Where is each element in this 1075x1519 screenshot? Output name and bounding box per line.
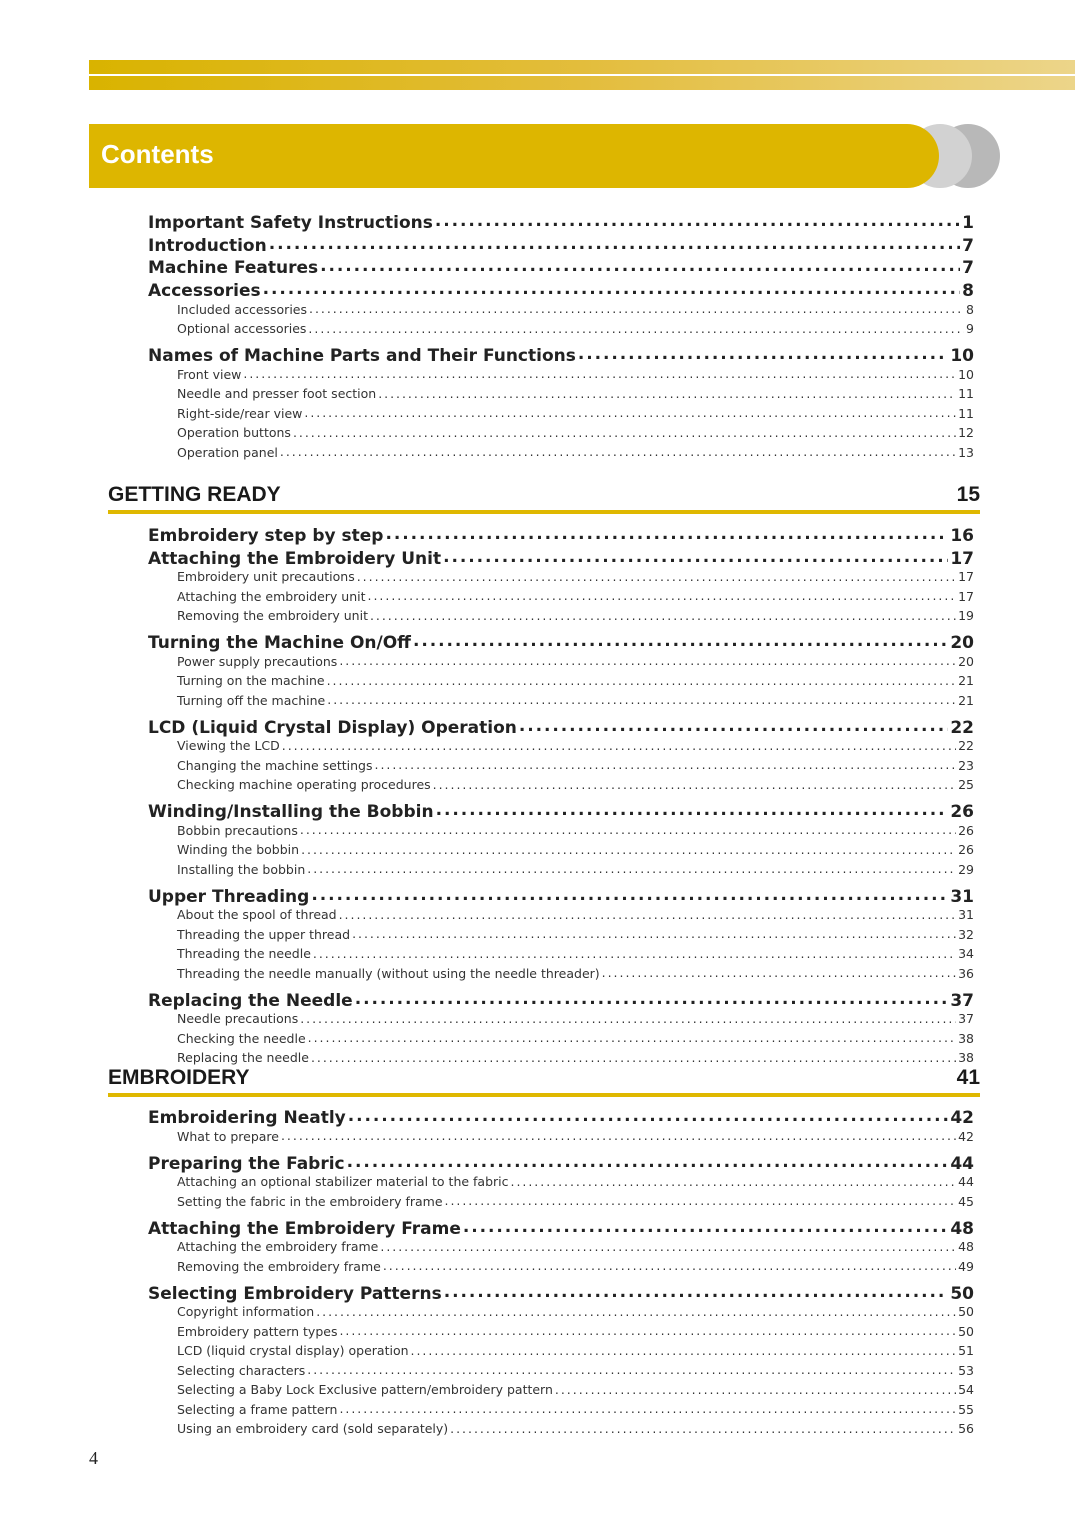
- toc-subentry[interactable]: [177, 301, 974, 317]
- toc-subentry[interactable]: [177, 1128, 974, 1144]
- toc-entry-label: Selecting characters: [177, 1362, 306, 1378]
- toc-subentry[interactable]: [177, 1174, 974, 1190]
- toc-subentry[interactable]: [177, 1362, 974, 1378]
- toc-entry-label: Checking the needle: [177, 1030, 306, 1046]
- toc-leader-dots: [327, 692, 956, 705]
- toc-entry-page: 26: [958, 842, 974, 858]
- toc-entry-label: Changing the machine settings: [177, 757, 373, 773]
- toc-entry-label: Removing the embroidery unit: [177, 608, 368, 624]
- toc-leader-dots: [308, 1030, 956, 1043]
- toc-entry-label: Attaching an optional stabilizer material to the fabric: [177, 1174, 509, 1189]
- toc-leader-dots: [263, 279, 961, 296]
- toc-entry-page: 21: [958, 673, 974, 689]
- toc-subentry[interactable]: [177, 1030, 974, 1046]
- contents-banner: [89, 124, 939, 188]
- toc-entry[interactable]: [148, 800, 974, 822]
- toc-entry-page: 48: [950, 1218, 974, 1239]
- toc-entry-page: 32: [958, 926, 974, 942]
- toc-leader-dots: [282, 738, 956, 751]
- toc-entry-page: 31: [950, 886, 974, 907]
- toc-entry-label: Attaching the Embroidery Frame: [148, 1218, 461, 1239]
- toc-entry-label: Replacing the needle: [177, 1050, 309, 1066]
- toc-subentry[interactable]: [177, 1382, 974, 1398]
- toc-subentry[interactable]: [177, 1239, 974, 1255]
- toc-entry-page: 12: [958, 425, 974, 441]
- toc-entry-page: 55: [958, 1401, 974, 1417]
- page-number: 4: [89, 1448, 98, 1468]
- toc-leader-dots: [602, 965, 956, 978]
- toc-leader-dots: [378, 386, 956, 399]
- toc-entry[interactable]: [148, 1152, 974, 1174]
- toc-entry[interactable]: [148, 885, 974, 907]
- toc-subentry[interactable]: [177, 1304, 974, 1320]
- toc-leader-dots: [307, 861, 956, 874]
- toc-entry-label: What to prepare: [177, 1128, 279, 1144]
- toc-leader-dots: [320, 256, 960, 273]
- toc-leader-dots: [339, 653, 956, 666]
- toc-entry-page: 38: [958, 1030, 974, 1046]
- toc-entry[interactable]: [148, 279, 974, 301]
- toc-entry-page: 31: [958, 907, 974, 923]
- toc-entry-label: Accessories: [148, 281, 261, 302]
- toc-entry-label: Embroidery step by step: [148, 526, 384, 546]
- toc-entry-page: 42: [950, 1108, 974, 1128]
- toc-subentry[interactable]: [177, 1421, 974, 1437]
- toc-leader-dots: [348, 1106, 949, 1123]
- toc-leader-dots: [555, 1382, 956, 1395]
- toc-subentry[interactable]: [177, 861, 974, 877]
- toc-entry-page: 37: [958, 1011, 974, 1027]
- section-heading[interactable]: [108, 482, 980, 514]
- toc-entry-page: 44: [958, 1174, 974, 1189]
- toc-leader-dots: [311, 885, 948, 902]
- toc-entry-label: Threading the upper thread: [177, 926, 351, 942]
- toc-entry-label: Turning on the machine: [177, 673, 325, 689]
- toc-entry-label: Selecting Embroidery Patterns: [148, 1283, 442, 1304]
- toc-subentry[interactable]: [177, 386, 974, 402]
- toc-subentry[interactable]: [177, 1258, 974, 1274]
- toc-entry-label: Removing the embroidery frame: [177, 1258, 381, 1274]
- toc-subentry[interactable]: [177, 965, 974, 981]
- toc-entry-page: 23: [958, 757, 974, 773]
- toc-subentry[interactable]: [177, 777, 974, 793]
- toc-leader-dots: [301, 842, 956, 855]
- toc-entry-page: 38: [958, 1050, 974, 1066]
- toc-leader-dots: [316, 1304, 956, 1317]
- toc-entry-label: Included accessories: [177, 301, 307, 317]
- toc-leader-dots: [307, 1362, 956, 1375]
- toc-leader-dots: [352, 926, 956, 939]
- toc-subentry[interactable]: [177, 738, 974, 754]
- toc-subentry[interactable]: [177, 692, 974, 708]
- toc-entry-label: Winding the bobbin: [177, 842, 300, 858]
- toc-entry-page: 22: [958, 738, 974, 754]
- toc-leader-dots: [380, 1239, 956, 1252]
- toc-entry-label: Upper Threading: [148, 886, 310, 907]
- toc-entry-page: 1: [962, 213, 974, 233]
- toc-subentry[interactable]: [177, 946, 974, 962]
- toc-leader-dots: [443, 547, 948, 564]
- toc-subentry[interactable]: [177, 366, 974, 382]
- toc-leader-dots: [281, 1128, 956, 1141]
- toc-subentry[interactable]: [177, 926, 974, 942]
- toc-entry[interactable]: [148, 211, 974, 233]
- toc-entry-label: Bobbin precautions: [177, 822, 298, 838]
- toc-subentry[interactable]: [177, 588, 974, 604]
- toc-entry-label: Important Safety Instructions: [148, 213, 433, 233]
- toc-entry-page: 20: [950, 633, 974, 654]
- toc-entry-page: 53: [958, 1362, 974, 1378]
- toc-entry-label: Using an embroidery card (sold separately): [177, 1421, 449, 1436]
- toc-entry[interactable]: [148, 344, 974, 366]
- toc-entry[interactable]: [148, 256, 974, 278]
- toc-leader-dots: [385, 524, 948, 541]
- toc-entry[interactable]: [148, 989, 974, 1011]
- toc-entry-page: 37: [950, 990, 974, 1011]
- toc-entry-page: 22: [950, 717, 974, 738]
- toc-entry-page: 48: [958, 1239, 974, 1254]
- toc-leader-dots: [308, 321, 964, 334]
- toc-entry-page: 17: [958, 569, 974, 585]
- toc-entry[interactable]: [148, 1106, 974, 1128]
- toc-entry-label: Needle precautions: [177, 1011, 299, 1027]
- toc-leader-dots: [383, 1258, 956, 1271]
- toc-subentry[interactable]: [177, 1323, 974, 1339]
- toc-entry-label: Turning off the machine: [177, 692, 326, 708]
- section-heading[interactable]: [108, 1065, 980, 1097]
- toc-leader-dots: [339, 907, 956, 920]
- toc-subentry[interactable]: [177, 405, 974, 421]
- toc-entry-label: LCD (Liquid Crystal Display) Operation: [148, 717, 517, 738]
- toc-leader-dots: [413, 631, 948, 648]
- page-title: Contents: [101, 139, 214, 169]
- toc-entry-label: Front view: [177, 366, 242, 382]
- toc-entry-page: 20: [958, 653, 974, 669]
- toc-entry-page: 10: [950, 346, 974, 367]
- toc-leader-dots: [435, 211, 960, 228]
- toc-entry-page: 51: [958, 1343, 974, 1358]
- toc-subentry[interactable]: [177, 842, 974, 858]
- toc-entry[interactable]: [148, 1217, 974, 1239]
- section-page: 41: [956, 1066, 980, 1089]
- toc-leader-dots: [357, 569, 956, 582]
- toc-subentry[interactable]: [177, 608, 974, 624]
- toc-entry-label: Viewing the LCD: [177, 738, 280, 754]
- toc-entry-page: 11: [958, 405, 974, 421]
- toc-leader-dots: [243, 366, 956, 379]
- toc-leader-dots: [511, 1174, 957, 1187]
- toc-leader-dots: [293, 425, 956, 438]
- toc-entry-page: 44: [950, 1153, 974, 1174]
- toc-entry-page: 42: [958, 1128, 974, 1144]
- toc-subentry[interactable]: [177, 907, 974, 923]
- toc-subentry[interactable]: [177, 1050, 974, 1066]
- toc-leader-dots: [280, 444, 956, 457]
- toc-leader-dots: [450, 1421, 956, 1434]
- toc-leader-dots: [339, 1323, 956, 1336]
- section-title: GETTING READY: [108, 483, 281, 506]
- toc-leader-dots: [311, 1050, 956, 1063]
- toc-entry-page: 56: [958, 1421, 974, 1436]
- toc-entry-label: Threading the needle manually (without using the needle threader): [177, 965, 600, 981]
- toc-entry-label: Selecting a frame pattern: [177, 1401, 338, 1417]
- toc-leader-dots: [300, 1011, 956, 1024]
- toc-entry-page: 50: [958, 1304, 974, 1319]
- section-title: EMBROIDERY: [108, 1066, 250, 1089]
- toc-subentry[interactable]: [177, 444, 974, 460]
- toc-leader-dots: [436, 800, 949, 817]
- toc-entry-label: Threading the needle: [177, 946, 311, 962]
- toc-leader-dots: [304, 405, 956, 418]
- toc-entry-label: Operation buttons: [177, 425, 291, 441]
- toc-leader-dots: [578, 344, 948, 361]
- toc-leader-dots: [327, 673, 957, 686]
- toc-entry-page: 17: [958, 588, 974, 604]
- toc-entry-page: 9: [966, 321, 974, 337]
- toc-entry-page: 50: [958, 1323, 974, 1339]
- toc-entry-page: 26: [950, 802, 974, 823]
- toc-entry-page: 17: [950, 548, 974, 569]
- toc-entry-label: LCD (liquid crystal display) operation: [177, 1343, 409, 1358]
- toc-subentry[interactable]: [177, 757, 974, 773]
- toc-entry-label: Embroidery pattern types: [177, 1323, 338, 1339]
- toc-leader-dots: [463, 1217, 948, 1234]
- toc-leader-dots: [313, 946, 956, 959]
- toc-entry-page: 26: [958, 822, 974, 838]
- toc-entry-label: Preparing the Fabric: [148, 1153, 345, 1174]
- toc-entry-label: Turning the Machine On/Off: [148, 633, 411, 654]
- toc-leader-dots: [368, 588, 957, 601]
- toc-subentry[interactable]: [177, 569, 974, 585]
- toc-leader-dots: [375, 757, 957, 770]
- toc-entry-label: Setting the fabric in the embroidery frame: [177, 1193, 443, 1209]
- toc-entry-page: 45: [958, 1193, 974, 1209]
- section-page: 15: [956, 483, 980, 506]
- header-decor-bar: [89, 60, 1075, 90]
- toc-subentry[interactable]: [177, 1011, 974, 1027]
- toc-entry-page: 49: [958, 1258, 974, 1274]
- toc-entry-label: Replacing the Needle: [148, 990, 353, 1011]
- toc-entry-label: Optional accessories: [177, 321, 307, 337]
- toc-entry-label: Winding/Installing the Bobbin: [148, 802, 434, 823]
- toc-entry[interactable]: [148, 234, 974, 256]
- toc-entry-page: 50: [950, 1283, 974, 1304]
- toc-leader-dots: [433, 777, 956, 790]
- toc-entry[interactable]: [148, 524, 974, 546]
- toc-entry-label: Names of Machine Parts and Their Functions: [148, 346, 576, 367]
- toc-entry-page: 34: [958, 946, 974, 962]
- toc-entry-label: Operation panel: [177, 444, 278, 460]
- toc-entry-label: Right-side/rear view: [177, 405, 303, 421]
- toc-entry[interactable]: [148, 547, 974, 569]
- toc-entry-label: Attaching the Embroidery Unit: [148, 548, 442, 569]
- toc-subentry[interactable]: [177, 673, 974, 689]
- toc-leader-dots: [347, 1152, 949, 1169]
- toc-entry-label: Selecting a Baby Lock Exclusive pattern/embroidery pattern: [177, 1382, 553, 1397]
- toc-entry-label: Attaching the embroidery unit: [177, 588, 366, 604]
- toc-entry-page: 7: [962, 258, 974, 279]
- toc-leader-dots: [445, 1193, 957, 1206]
- toc-entry[interactable]: [148, 716, 974, 738]
- toc-entry-page: 8: [966, 301, 974, 317]
- toc-entry-label: Introduction: [148, 235, 267, 256]
- toc-entry-label: Installing the bobbin: [177, 861, 306, 877]
- toc-leader-dots: [411, 1343, 957, 1356]
- toc-leader-dots: [444, 1282, 949, 1299]
- toc-leader-dots: [370, 608, 956, 621]
- toc-entry-page: 54: [958, 1382, 974, 1397]
- toc-entry[interactable]: [148, 631, 974, 653]
- toc-entry-label: Checking machine operating procedures: [177, 777, 431, 793]
- toc-subentry[interactable]: [177, 1193, 974, 1209]
- toc-leader-dots: [339, 1401, 956, 1414]
- toc-entry-label: Needle and presser foot section: [177, 386, 377, 402]
- toc-entry-page: 29: [958, 861, 974, 877]
- toc-entry-label: About the spool of thread: [177, 907, 337, 923]
- toc-entry-page: 25: [958, 777, 974, 793]
- toc-entry-label: Power supply precautions: [177, 653, 338, 669]
- toc-entry-page: 36: [958, 965, 974, 981]
- toc-entry-page: 13: [958, 444, 974, 460]
- toc-subentry[interactable]: [177, 1343, 974, 1359]
- toc-leader-dots: [269, 234, 960, 251]
- toc-entry-label: Copyright information: [177, 1304, 315, 1319]
- toc-subentry[interactable]: [177, 321, 974, 337]
- toc-subentry[interactable]: [177, 653, 974, 669]
- toc-subentry[interactable]: [177, 822, 974, 838]
- toc-entry-page: 7: [962, 235, 974, 256]
- toc-entry-label: Machine Features: [148, 258, 319, 279]
- toc-entry-page: 16: [950, 526, 974, 546]
- toc-subentry[interactable]: [177, 425, 974, 441]
- toc-entry-label: Embroidery unit precautions: [177, 569, 355, 585]
- toc-leader-dots: [309, 301, 964, 314]
- toc-entry-page: 19: [958, 608, 974, 624]
- toc-entry-page: 8: [962, 281, 974, 302]
- toc-entry-page: 21: [958, 692, 974, 708]
- toc-entry-label: Attaching the embroidery frame: [177, 1239, 379, 1254]
- toc-entry[interactable]: [148, 1282, 974, 1304]
- toc-leader-dots: [519, 716, 948, 733]
- toc-leader-dots: [300, 822, 956, 835]
- toc-subentry[interactable]: [177, 1401, 974, 1417]
- header-decor-line: [89, 74, 1075, 76]
- toc-entry-page: 11: [958, 386, 974, 402]
- toc-entry-label: Embroidering Neatly: [148, 1108, 346, 1128]
- toc-leader-dots: [355, 989, 949, 1006]
- toc-entry-page: 10: [958, 366, 974, 382]
